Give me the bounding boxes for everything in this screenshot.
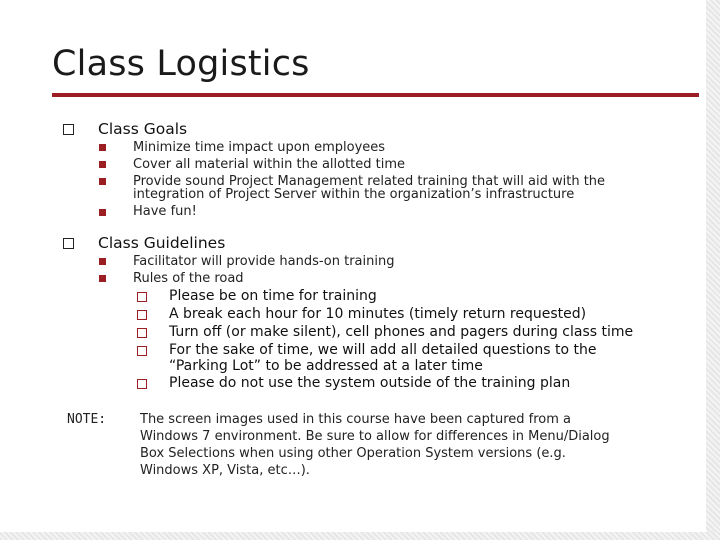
rule-item: Please do not use the system outside of the training plan bbox=[169, 375, 571, 391]
rule-item: Please be on time for training bbox=[169, 288, 377, 304]
hollow-square-bullet-icon bbox=[137, 310, 147, 320]
filled-square-bullet-icon bbox=[99, 161, 106, 168]
hollow-square-bullet-icon bbox=[63, 124, 74, 135]
hollow-square-bullet-icon bbox=[63, 238, 74, 249]
decorative-frame-bottom bbox=[0, 532, 720, 540]
filled-square-bullet-icon bbox=[99, 275, 106, 282]
section-heading: Class Guidelines bbox=[98, 234, 226, 252]
slide-title: Class Logistics bbox=[52, 44, 310, 84]
title-divider bbox=[52, 93, 699, 97]
note-line: Box Selections when using other Operation System versions (e.g. bbox=[140, 446, 566, 461]
hollow-square-bullet-icon bbox=[137, 379, 147, 389]
note-line: The screen images used in this course have been captured from a bbox=[140, 412, 572, 427]
list-item-continuation: integration of Project Server within the organization’s infrastructure bbox=[133, 187, 575, 202]
note-label: NOTE: bbox=[67, 412, 107, 427]
note-line: Windows 7 environment. Be sure to allow for differences in Menu/Dialog bbox=[140, 429, 610, 444]
hollow-square-bullet-icon bbox=[137, 328, 147, 338]
hollow-square-bullet-icon bbox=[137, 346, 147, 356]
rule-item: Turn off (or make silent), cell phones and pagers during class time bbox=[169, 324, 634, 340]
filled-square-bullet-icon bbox=[99, 144, 106, 151]
list-item: Have fun! bbox=[133, 204, 197, 219]
list-item: Provide sound Project Management related training that will aid with the bbox=[133, 174, 606, 189]
filled-square-bullet-icon bbox=[99, 209, 106, 216]
list-item: Facilitator will provide hands-on training bbox=[133, 254, 395, 269]
hollow-square-bullet-icon bbox=[137, 292, 147, 302]
rule-item: A break each hour for 10 minutes (timely return requested) bbox=[169, 306, 587, 322]
decorative-frame-right bbox=[706, 0, 720, 540]
rule-item-continuation: “Parking Lot” to be addressed at a later time bbox=[169, 358, 483, 374]
filled-square-bullet-icon bbox=[99, 258, 106, 265]
note-line: Windows XP, Vista, etc…). bbox=[140, 463, 310, 478]
section-heading: Class Goals bbox=[98, 120, 188, 138]
filled-square-bullet-icon bbox=[99, 178, 106, 185]
list-item: Rules of the road bbox=[133, 271, 244, 286]
rule-item: For the sake of time, we will add all detailed questions to the bbox=[169, 342, 597, 358]
list-item: Cover all material within the allotted time bbox=[133, 157, 406, 172]
list-item: Minimize time impact upon employees bbox=[133, 140, 386, 155]
note-text bbox=[140, 411, 680, 479]
